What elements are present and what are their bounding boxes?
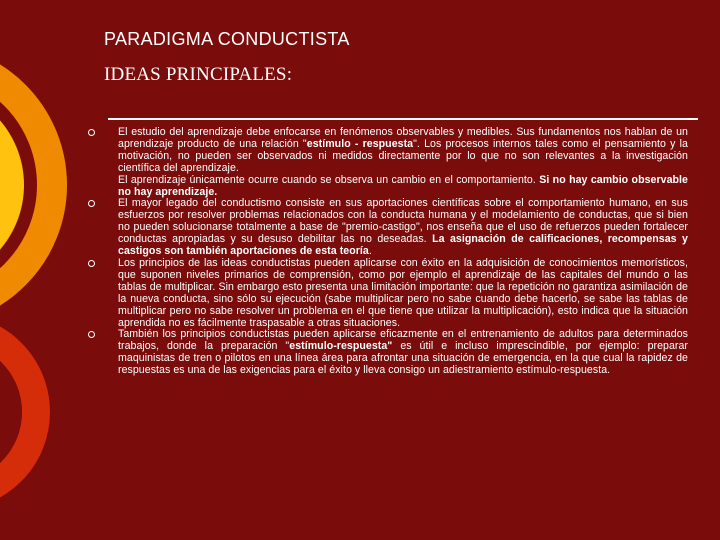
slide-subtitle: IDEAS PRINCIPALES: [104,64,293,85]
bullet-item [88,198,688,258]
bullet-circle-icon [88,129,95,136]
bullet-list [88,127,688,377]
title-divider [108,118,698,120]
bullet-paragraph: El aprendizaje únicamente ocurre cuando se observa un cambio en el comportamiento. Si no hay cambio observable no hay aprendizaje. [118,173,688,198]
bullet-circle-icon [88,260,95,267]
bullet-paragraph: El estudio del aprendizaje debe enfocarse en fenómenos observables y medibles. Sus fundamentos nos hablan de un aprendizaje producto de una relación "estímulo - respuesta". Los procesos internos tales como el pensamiento y la motivación, no pueden ser observados ni medidos directamente por lo que no son relevantes a la investigación científica del aprendizaje. [118,126,688,174]
bullet-item [88,258,688,329]
bullet-item [88,329,688,377]
bullet-circle-icon [88,331,95,338]
bullet-paragraph: Los principios de las ideas conductistas pueden aplicarse con éxito en la adquisición de conocimientos memorísticos, que suponen niveles primarios de comprensión, como por ejemplo el aprendizaje de las capitales del mundo o las tablas de multiplicar. Sin embargo esto presenta una limitación importante: que la repetición no garantiza asimilación de la nueva conducta, sino sólo su ejecución (sabe multiplicar pero no sabe cuando debe hacerlo, se sabe las tablas de multiplicar pero no sabe resolver un problema en el que tiene que utilizar la multiplicación), esto indica que la situación aprendida no es fácilmente traspasable a otras situaciones. [118,256,688,329]
bullet-circle-icon [88,200,95,207]
slide-title: PARADIGMA CONDUCTISTA [104,29,350,49]
bullet-paragraph: El mayor legado del conductismo consiste en sus aportaciones científicas sobre el comportamiento humano, en sus esfuerzos por resolver problemas relacionados con la conducta humana y el modelamiento de conductas, que si bien no pueden solucionarse totalmente a base de "premio-castigo", nos enseña que el uso de refuerzos pueden fortalecer conductas apropiadas y su desuso debilitar las no deseadas. La asignación de calificaciones, recompensas y castigos son también aportaciones de esta teoría. [118,197,688,258]
bullet-item [88,127,688,198]
bullet-paragraph: También los principios conductistas pueden aplicarse eficazmente en el entrenamiento de adultos para determinados trabajos, donde la preparación "estímulo-respuesta" es útil e incluso imprescindible, por ejemplo: preparar maquinistas de tren o pilotos en una línea área para afrontar una situación de emergencia, en la que cual la rapidez de respuestas es una de las exigencias para el éxito y lleva consigo un adiestramiento estímulo-respuesta. [118,328,689,377]
decorative-rings [0,0,100,540]
